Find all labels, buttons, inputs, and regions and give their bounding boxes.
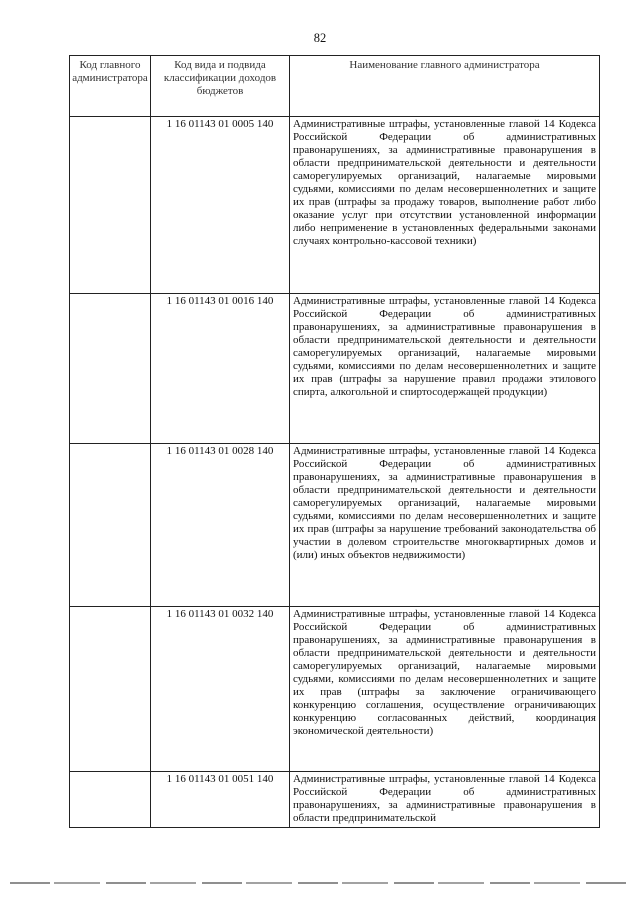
revenue-code-cell: 1 16 01143 01 0016 140 xyxy=(151,294,290,444)
admin-code-cell xyxy=(70,772,151,828)
header-revenue-code: Код вида и подвида классификации доходов бюджетов xyxy=(151,56,290,117)
revenue-code-cell: 1 16 01143 01 0005 140 xyxy=(151,117,290,294)
admin-name-cell: Административные штрафы, установленные главой 14 Кодекса Российской Федерации об административных правонарушениях, за административные правонарушения в области предпринимательской xyxy=(290,772,600,828)
revenue-code-cell: 1 16 01143 01 0032 140 xyxy=(151,607,290,772)
revenue-codes-table xyxy=(69,55,600,828)
admin-code-cell xyxy=(70,294,151,444)
admin-name-cell: Административные штрафы, установленные главой 14 Кодекса Российской Федерации об административных правонарушениях, за административные правонарушения в области предпринимательской деятельности и деятельности саморегулируемых организаций, налагаемые мировыми судьями, комиссиями по делам несовершеннолетних и защите их прав (штрафы за нарушение правил продажи этилового спирта, алкогольной и спиртосодержащей продукции) xyxy=(290,294,600,444)
admin-code-cell xyxy=(70,444,151,607)
admin-code-cell xyxy=(70,117,151,294)
table-row xyxy=(70,772,600,828)
table-row xyxy=(70,117,600,294)
header-admin-name: Наименование главного администратора xyxy=(290,56,600,117)
page-number: 82 xyxy=(313,31,327,45)
header-admin-code: Код главного администратора xyxy=(70,56,151,117)
table-row xyxy=(70,444,600,607)
revenue-code-cell: 1 16 01143 01 0028 140 xyxy=(151,444,290,607)
scan-edge-line xyxy=(10,882,628,884)
admin-name-cell: Административные штрафы, установленные главой 14 Кодекса Российской Федерации об административных правонарушениях, за административные правонарушения в области предпринимательской деятельности и деятельности саморегулируемых организаций, налагаемые мировыми судьями, комиссиями по делам несовершеннолетних и защите их прав (штрафы за продажу товаров, выполнение работ либо оказание услуг при отсутствии установленной информации либо неприменение в установленных федеральными законами случаях контрольно-кассовой техники) xyxy=(290,117,600,294)
table-row xyxy=(70,294,600,444)
revenue-code-cell: 1 16 01143 01 0051 140 xyxy=(151,772,290,828)
admin-code-cell xyxy=(70,607,151,772)
table-header-row xyxy=(70,56,600,117)
table-row xyxy=(70,607,600,772)
admin-name-cell: Административные штрафы, установленные главой 14 Кодекса Российской Федерации об административных правонарушениях, за административные правонарушения в области предпринимательской деятельности и деятельности саморегулируемых организаций, налагаемые мировыми судьями, комиссиями по делам несовершеннолетних и защите их прав (штрафы за заключение ограничивающего конкуренцию соглашения, осуществление ограничивающих конкуренцию согласованных действий, координация экономической деятельности) xyxy=(290,607,600,772)
admin-name-cell: Административные штрафы, установленные главой 14 Кодекса Российской Федерации об административных правонарушениях, за административные правонарушения в области предпринимательской деятельности и деятельности саморегулируемых организаций, налагаемые мировыми судьями, комиссиями по делам несовершеннолетних и защите их прав (штрафы за нарушение требований законодательства об участии в долевом строительстве многоквартирных домов и (или) иных объектов недвижимости) xyxy=(290,444,600,607)
